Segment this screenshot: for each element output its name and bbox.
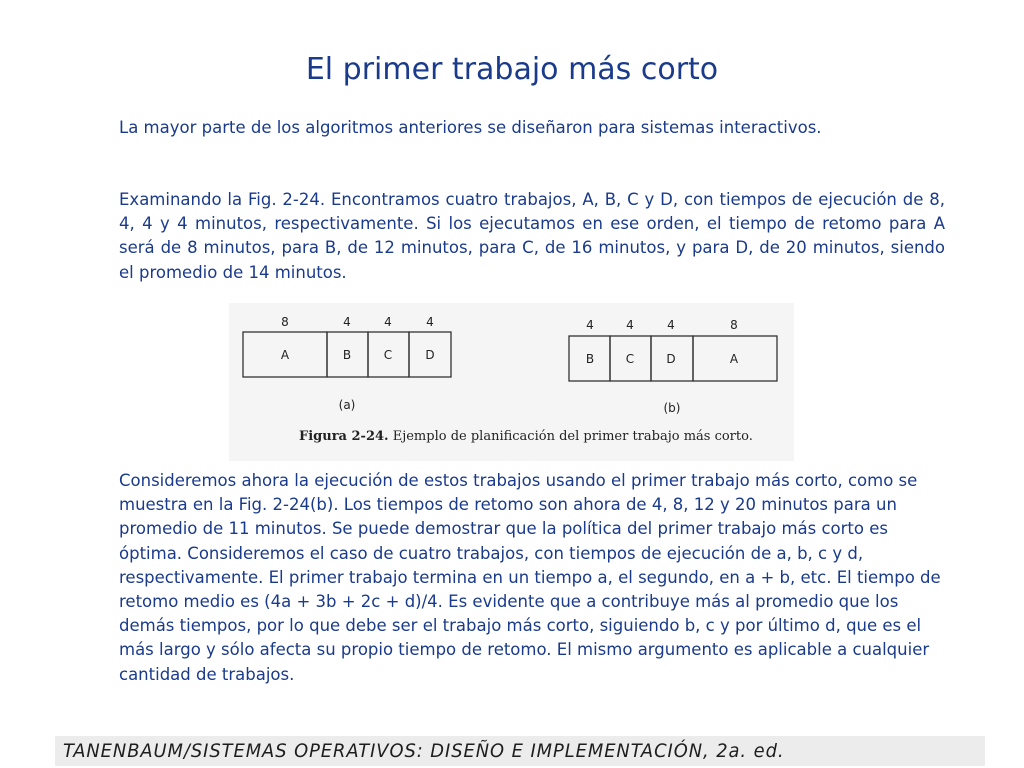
paragraph-intro: La mayor parte de los algoritmos anteriores se diseñaron para sistemas interactivos. — [119, 118, 822, 137]
job-name-label: A — [280, 348, 290, 362]
diagram-a — [243, 315, 451, 412]
job-time-label: 4 — [586, 318, 594, 332]
paragraph-example: Examinando la Fig. 2-24. Encontramos cuatro trabajos, A, B, C y D, con tiempos de ejecución de 8, 4, 4 y 4 minutos, respectivamente. Si los ejecutamos en ese orden, el tiempo de retomo para A será de 8 minutos, para B, de 12 minutos, para C, de 16 minutos, y para D, de 20 minutos, siendo el promedio de 14 minutos. — [119, 190, 945, 282]
diagram-b — [569, 318, 777, 415]
figure-caption — [299, 429, 753, 444]
job-name-label: B — [585, 352, 595, 366]
slide-title: El primer trabajo más corto — [305, 52, 719, 87]
figure-caption-number: Figura 2-24. — [299, 429, 389, 444]
job-time-label: 8 — [730, 318, 738, 332]
figure-caption-text: Ejemplo de planificación del primer trabajo más corto. — [392, 429, 753, 444]
job-time-label: 4 — [667, 318, 675, 332]
job-time-label: 4 — [384, 315, 392, 329]
job-time-label: 8 — [281, 315, 289, 329]
footer-banner — [55, 736, 985, 766]
paragraph-explanation: Consideremos ahora la ejecución de estos trabajos usando el primer trabajo más corto, como se muestra en la Fig. 2-24(b). Los tiempos de retomo son ahora de 4, 8, 12 y 20 minutos para un promedio de 11 minutos. Se puede demostrar que la política del primer trabajo más corto es óptima. Consideremos el caso de cuatro trabajos, con tiempos de ejecución de a, b, c y d, respectivamente. El primer trabajo termina en un tiempo a, el segundo, en a + b, etc. El tiempo de retomo medio es (4a + 3b + 2c + d)/4. Es evidente que a contribuye más al promedio que los demás tiempos, por lo que debe ser el trabajo más corto, siguiendo b, c y por último d, que es el más largo y sólo afecta su propio tiempo de retomo. El mismo argumento es aplicable a cualquier cantidad de trabajos. — [119, 471, 941, 684]
job-name-label: B — [342, 348, 352, 362]
job-name-label: D — [666, 352, 676, 366]
footer-text: TANENBAUM/SISTEMAS OPERATIVOS: DISEÑO E IMPLEMENTACIÓN, 2a. ed. — [63, 740, 785, 762]
job-name-label: C — [383, 348, 393, 362]
job-name-label: C — [625, 352, 635, 366]
job-time-label: 4 — [626, 318, 634, 332]
job-name-label: D — [425, 348, 435, 362]
job-time-label: 4 — [426, 315, 434, 329]
diagram-label: (b) — [663, 401, 681, 415]
job-time-label: 4 — [343, 315, 351, 329]
diagram-label: (a) — [338, 398, 356, 412]
job-name-label: A — [729, 352, 739, 366]
figure-2-24 — [229, 303, 794, 461]
